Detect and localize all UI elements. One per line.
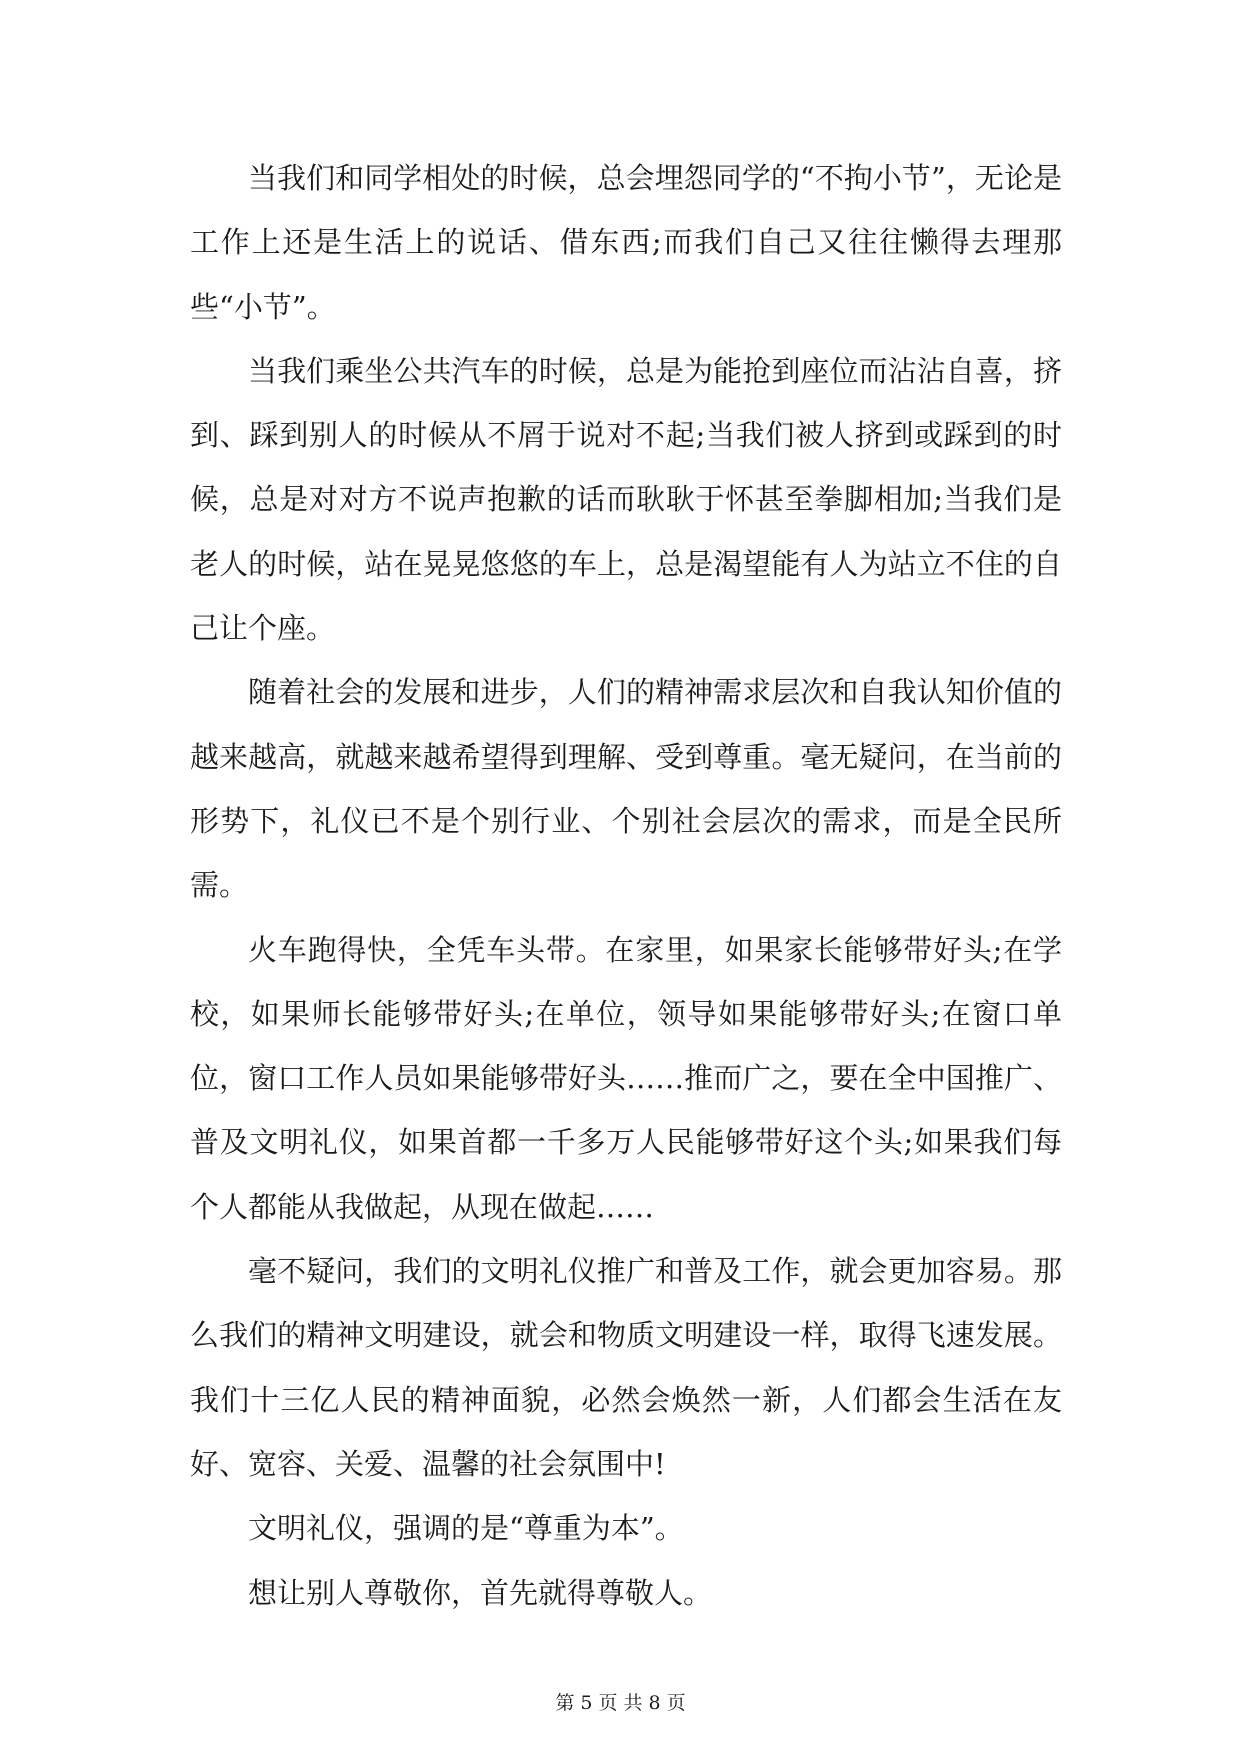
paragraph-5: 毫不疑问，我们的文明礼仪推广和普及工作，就会更加容易。那么我们的精神文明建设，就会和物质文明建设一样，取得飞速发展。我们十三亿人民的精神面貌，必然会焕然一新，人们都会生活在友好、宽容、关爱、温馨的社会氛围中! xyxy=(190,1254,1062,1481)
paragraph-4: 火车跑得快，全凭车头带。在家里，如果家长能够带好头;在学校，如果师长能够带好头;在单位，领导如果能够带好头;在窗口单位，窗口工作人员如果能够带好头……推而广之，要在全中国推广、普及文明礼仪，如果首都一千多万人民能够带好这个头;如果我们每个人都能从我做起，从现在做起…… xyxy=(190,932,1062,1224)
paragraph-3: 随着社会的发展和进步，人们的精神需求层次和自我认知价值的越来越高，就越来越希望得到理解、受到尊重。毫无疑问，在当前的形势下，礼仪已不是个别行业、个别社会层次的需求，而是全民所需。 xyxy=(190,675,1062,903)
paragraph-7: 想让别人尊敬你，首先就得尊敬人。 xyxy=(248,1575,713,1610)
page-number-footer: 第 5 页 共 8 页 xyxy=(555,1692,686,1714)
paragraph-6: 文明礼仪，强调的是“尊重为本”。 xyxy=(248,1511,684,1546)
document-body xyxy=(190,146,1062,1625)
paragraph-1: 当我们和同学相处的时候，总会埋怨同学的“不拘小节”，无论是工作上还是生活上的说话、借东西;而我们自己又往往懒得去理那些“小节”。 xyxy=(190,161,1062,324)
paragraph-2: 当我们乘坐公共汽车的时候，总是为能抢到座位而沾沾自喜，挤到、踩到别人的时候从不屑于说对不起;当我们被人挤到或踩到的时候，总是对对方不说声抱歉的话而耿耿于怀甚至拳脚相加;当我们是老人的时候，站在晃晃悠悠的车上，总是渴望能有人为站立不住的自己让个座。 xyxy=(190,353,1062,646)
